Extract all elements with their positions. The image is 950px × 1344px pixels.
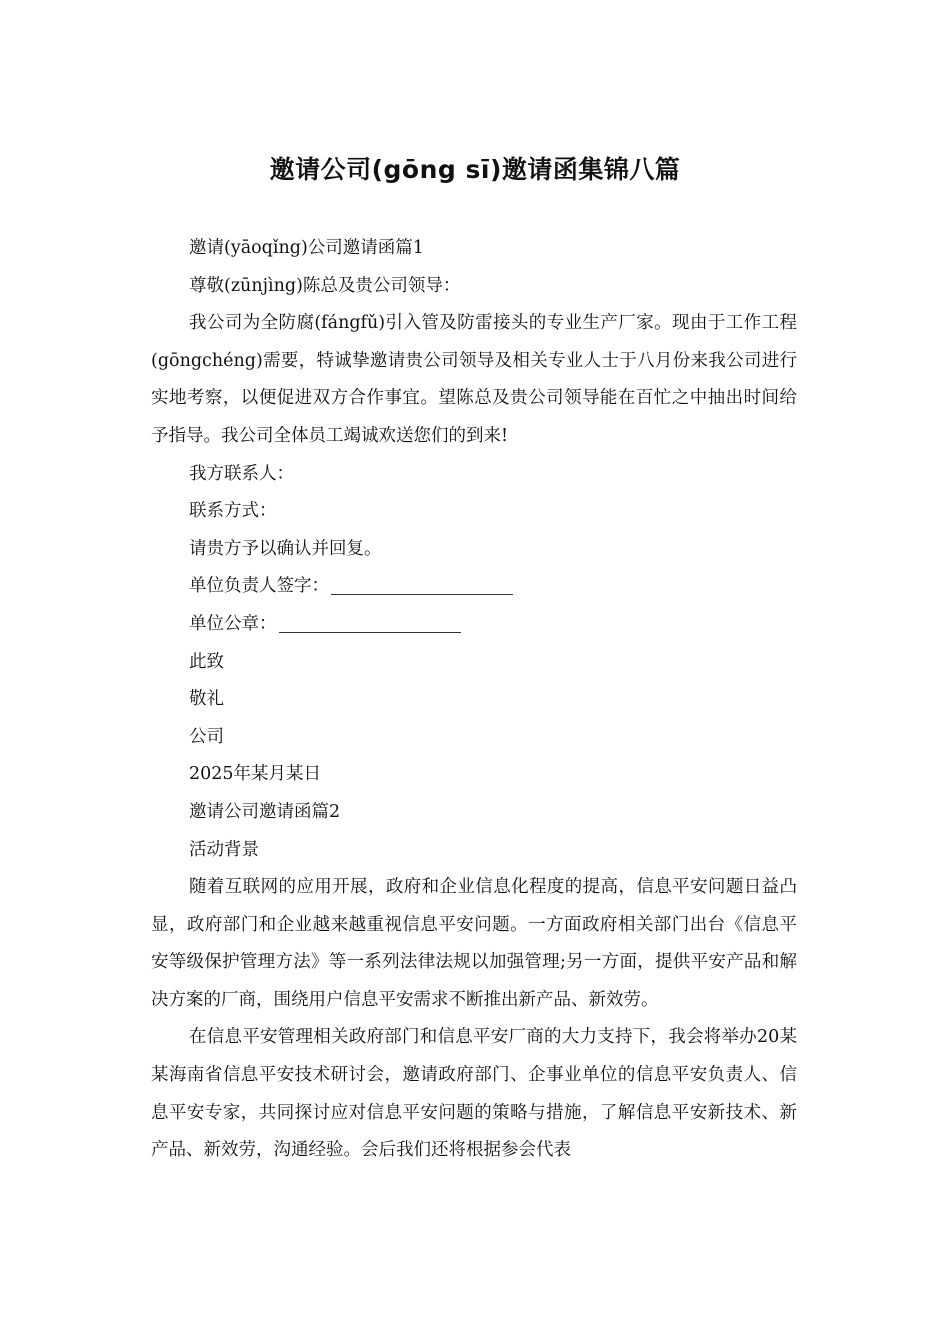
closing-2: 敬礼 <box>189 689 224 710</box>
signature-blank <box>331 574 513 595</box>
contact-person: 我方联系人： <box>189 463 294 484</box>
section1-heading: 邀请(yāoqǐng)公司邀请函篇1 <box>189 238 424 258</box>
section1-paragraph: 我公司为全防腐(fángfǔ)引入管及防雷接头的专业生产厂家。现由于工作工程(gōngchéng)需要，特诚挚邀请贵公司领导及相关专业人士于八月份来我公司进行实地考察，以便促进双方合作事宜。望陈总及贵公司领导能在百忙之中抽出时间给予指导。我公司全体员工竭诚欢送您们的到来! <box>151 313 797 446</box>
document-title: 邀请公司(gōng sī)邀请函集锦八篇 <box>269 155 681 184</box>
closing-1: 此致 <box>189 651 224 672</box>
company-name: 公司 <box>189 726 224 747</box>
section2-paragraph-1: 随着互联网的应用开展，政府和企业信息化程度的提高，信息平安问题日益凸显，政府部门和企业越来越重视信息平安问题。一方面政府相关部门出台《信息平安等级保护管理方法》等一系列法律法规以加强管理;另一方面，提供平安产品和解决方案的厂商，围绕用户信息平安需求不断推出新产品、新效劳。 <box>151 877 797 1010</box>
contact-method: 联系方式： <box>189 501 277 522</box>
signature-label: 单位负责人签字： <box>189 576 329 597</box>
seal-line <box>151 606 797 644</box>
seal-blank <box>279 612 461 633</box>
signature-line <box>151 568 797 606</box>
document-body <box>151 230 797 1170</box>
section2-heading: 邀请公司邀请函篇2 <box>189 801 341 822</box>
confirm-text: 请贵方予以确认并回复。 <box>189 538 382 559</box>
salutation: 尊敬(zūnjìng)陈总及贵公司领导： <box>189 275 461 296</box>
section2-paragraph-2: 在信息平安管理相关政府部门和信息平安厂商的大力支持下，我会将举办20某某海南省信息平安技术研讨会，邀请政府部门、企事业单位的信息平安负责人、信息平安专家，共同探讨应对信息平安问题的策略与措施，了解信息平安新技术、新产品、新效劳，沟通经验。会后我们还将根据参会代表 <box>151 1027 797 1161</box>
date: 2025年某月某日 <box>189 764 322 785</box>
section2-subheading: 活动背景 <box>189 839 259 860</box>
seal-label: 单位公章： <box>189 613 277 634</box>
